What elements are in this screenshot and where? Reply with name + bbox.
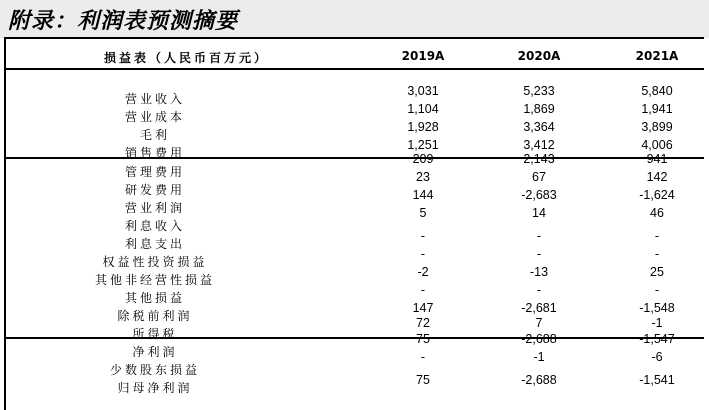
cell-value: 72 bbox=[416, 316, 430, 330]
cell-value: 1,104 bbox=[407, 102, 439, 116]
year-header-2020: 2020A bbox=[517, 49, 561, 63]
cell-value: 25 bbox=[650, 265, 664, 279]
cell-value: - bbox=[536, 283, 542, 297]
year-header-2019: 2019A bbox=[401, 49, 445, 63]
cell-value: - bbox=[420, 229, 426, 243]
row-label: 其他非经营性损益 bbox=[94, 273, 215, 287]
row-label: 所得税 bbox=[132, 327, 178, 341]
cell-value: 46 bbox=[650, 206, 664, 220]
cell-value: 3,364 bbox=[523, 120, 555, 134]
row-label: 管理费用 bbox=[124, 165, 185, 179]
cell-value: 2,143 bbox=[523, 152, 555, 166]
row-label: 利息支出 bbox=[124, 237, 185, 251]
cell-value: -1,547 bbox=[639, 332, 675, 346]
cell-value: -2,688 bbox=[521, 332, 557, 346]
cell-value: 23 bbox=[416, 170, 430, 184]
row-label: 研发费用 bbox=[124, 183, 185, 197]
cell-value: -1,548 bbox=[639, 301, 675, 315]
cell-value: 1,928 bbox=[407, 120, 439, 134]
cell-value: - bbox=[536, 247, 542, 261]
table-row bbox=[0, 84, 709, 106]
cell-value: - bbox=[654, 229, 660, 243]
table-row bbox=[0, 247, 709, 269]
row-label: 营业收入 bbox=[124, 92, 185, 106]
table-row bbox=[0, 373, 709, 395]
row-label: 营业成本 bbox=[124, 110, 185, 124]
cell-value: 209 bbox=[412, 152, 434, 166]
header-divider bbox=[4, 68, 704, 70]
cell-value: - bbox=[420, 283, 426, 297]
row-label: 权益性投资损益 bbox=[102, 255, 208, 269]
cell-value: - bbox=[420, 350, 426, 364]
cell-value: 14 bbox=[532, 206, 546, 220]
cell-value: -6 bbox=[651, 350, 663, 364]
cell-value: 142 bbox=[646, 170, 668, 184]
table-row bbox=[0, 283, 709, 305]
table-row bbox=[0, 102, 709, 124]
cell-value: -1 bbox=[651, 316, 663, 330]
cell-value: -1 bbox=[533, 350, 545, 364]
cell-value: 5,840 bbox=[641, 84, 673, 98]
row-label: 销售费用 bbox=[124, 146, 185, 160]
cell-value: -2,688 bbox=[521, 373, 557, 387]
row-label: 少数股东损益 bbox=[109, 363, 200, 377]
cell-value: 75 bbox=[416, 332, 430, 346]
cell-value: - bbox=[420, 247, 426, 261]
cell-value: 75 bbox=[416, 373, 430, 387]
cell-value: 1,869 bbox=[523, 102, 555, 116]
cell-value: 3,899 bbox=[641, 120, 673, 134]
cell-value: -2,683 bbox=[521, 188, 557, 202]
row-label: 营业利润 bbox=[124, 201, 185, 215]
cell-value: - bbox=[536, 229, 542, 243]
cell-value: 5,233 bbox=[523, 84, 555, 98]
table-row bbox=[0, 229, 709, 251]
title-divider bbox=[4, 37, 704, 39]
cell-value: -2 bbox=[417, 265, 429, 279]
cell-value: 147 bbox=[412, 301, 434, 315]
cell-value: 7 bbox=[535, 316, 543, 330]
cell-value: -1,541 bbox=[639, 373, 675, 387]
cell-value: 4,006 bbox=[641, 138, 673, 152]
table-row bbox=[0, 265, 709, 287]
cell-value: 1,251 bbox=[407, 138, 439, 152]
cell-value: 5 bbox=[419, 206, 427, 220]
cell-value: 144 bbox=[412, 188, 434, 202]
table-row bbox=[0, 301, 709, 323]
cell-value: -2,681 bbox=[521, 301, 557, 315]
cell-value: 3,031 bbox=[407, 84, 439, 98]
table-row bbox=[0, 120, 709, 142]
row-label: 利息收入 bbox=[124, 219, 185, 233]
title-bar bbox=[0, 0, 709, 38]
cell-value: -13 bbox=[529, 265, 549, 279]
cell-value: 941 bbox=[646, 152, 668, 166]
row-label: 毛利 bbox=[139, 128, 170, 142]
row-label: 归母净利润 bbox=[117, 381, 193, 395]
cell-value: 3,412 bbox=[523, 138, 555, 152]
year-header-2021: 2021A bbox=[635, 49, 679, 63]
cell-value: 67 bbox=[532, 170, 546, 184]
row-label: 净利润 bbox=[132, 345, 178, 359]
cell-value: - bbox=[654, 283, 660, 297]
table-header-label: 损益表（人民币百万元） bbox=[104, 51, 270, 65]
page-title: 附录：利润表预测摘要 bbox=[8, 8, 239, 34]
row-label: 除税前利润 bbox=[117, 309, 193, 323]
cell-value: - bbox=[654, 247, 660, 261]
cell-value: -1,624 bbox=[639, 188, 675, 202]
cell-value: 1,941 bbox=[641, 102, 673, 116]
row-label: 其他损益 bbox=[124, 291, 185, 305]
